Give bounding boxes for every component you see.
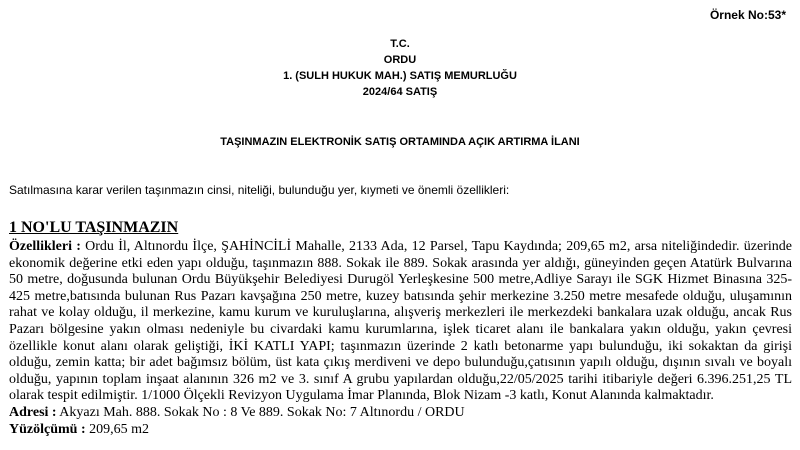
property-title: 1 NO'LU TAŞINMAZIN xyxy=(9,219,179,236)
header-line-city: ORDU xyxy=(383,54,417,66)
area-label: Yüzölçümü : xyxy=(9,421,86,437)
area-text: 209,65 m2 xyxy=(85,421,150,437)
address-label: Adresi : xyxy=(9,404,57,420)
header-line-office: 1. (SULH HUKUK MAH.) SATIŞ MEMURLUĞU xyxy=(283,70,517,82)
features-paragraph xyxy=(9,239,792,405)
features-label: Özellikleri : xyxy=(9,239,81,254)
address-paragraph xyxy=(9,405,792,422)
header-line-case-number: 2024/64 SATIŞ xyxy=(362,86,438,98)
area-paragraph xyxy=(9,422,792,439)
address-text: Akyazı Mah. 888. Sokak No : 8 Ve 889. Sokak No: 7 Altınordu / ORDU xyxy=(56,404,465,420)
features-text: Ordu İl, Altınordu İlçe, ŞAHİNCİLİ Mahalle, 2133 Ada, 12 Parsel, Tapu Kaydında; 209,65 m2, arsa niteliğindedir. üzerinde ekonomik değerine etki eden yapı olduğu, taşınmazın 888. Sokak ile 889. Sokak arasında yer aldığı, güneyinden geçen Atatürk Bulvarına 50 metre, doğusunda bulunan Ordu Büyükşehir Belediyesi Durugöl Yerleşkesine 500 metre,Adliye Sarayı ile SGK Hizmet Binasına 325-425 metre,batısında bulunan Rus Pazarı kavşağına 250 metre, kuzey batısında şehir merkezine 3.250 metre mesafede olduğu, uluşamının rahat ve kolay olduğu, il merkezine, kamu kurum ve kuruluşlarına, alışveriş merkezleri ile merkezdeki bankalara uzak olduğu, ancak Rus Pazarı bölgesine yakın olması nedeniyle bu civardaki kamu kurumlarına, işlek ticaret alanı ile bankalara yakın olduğu, yakın çevresi özellikle konut alanı olarak geliştiği, İKİ KATLI YAPI; taşınmazın üzerinde 2 katlı betonarme yapı bulunduğu, iki sokaktan da girişi olduğu, zemin katta; bir adet bağımsız bölüm, üst kata çıkış merdiveni ve depo bulunduğu,çatısının yapılı olduğu, dışının sıvalı ve boyalı olduğu, yapının toplam inşaat alanının 326 m2 ve 3. sınıf A grubu yapılardan olduğu,22/05/2025 tarihi itibariyle değeri 6.396.251,25 TL olarak tespit edilmiştir. 1/1000 Ölçekli Revizyon Uygulama İmar Planında, Blok Nizam -3 katlı, Konut Alanında kalmaktadır. xyxy=(9,239,792,404)
property-details xyxy=(9,239,792,438)
intro-text: Satılmasına karar verilen taşınmazın cinsi, niteliği, bulunduğu yer, kıymeti ve önemli özellikleri: xyxy=(9,183,510,197)
header-line-country: T.C. xyxy=(390,38,410,50)
notice-title: TAŞINMAZIN ELEKTRONİK SATIŞ ORTAMINDA AÇIK ARTIRMA İLANI xyxy=(220,136,580,148)
sample-number: Örnek No:53* xyxy=(709,8,786,22)
institution-header xyxy=(0,36,800,100)
